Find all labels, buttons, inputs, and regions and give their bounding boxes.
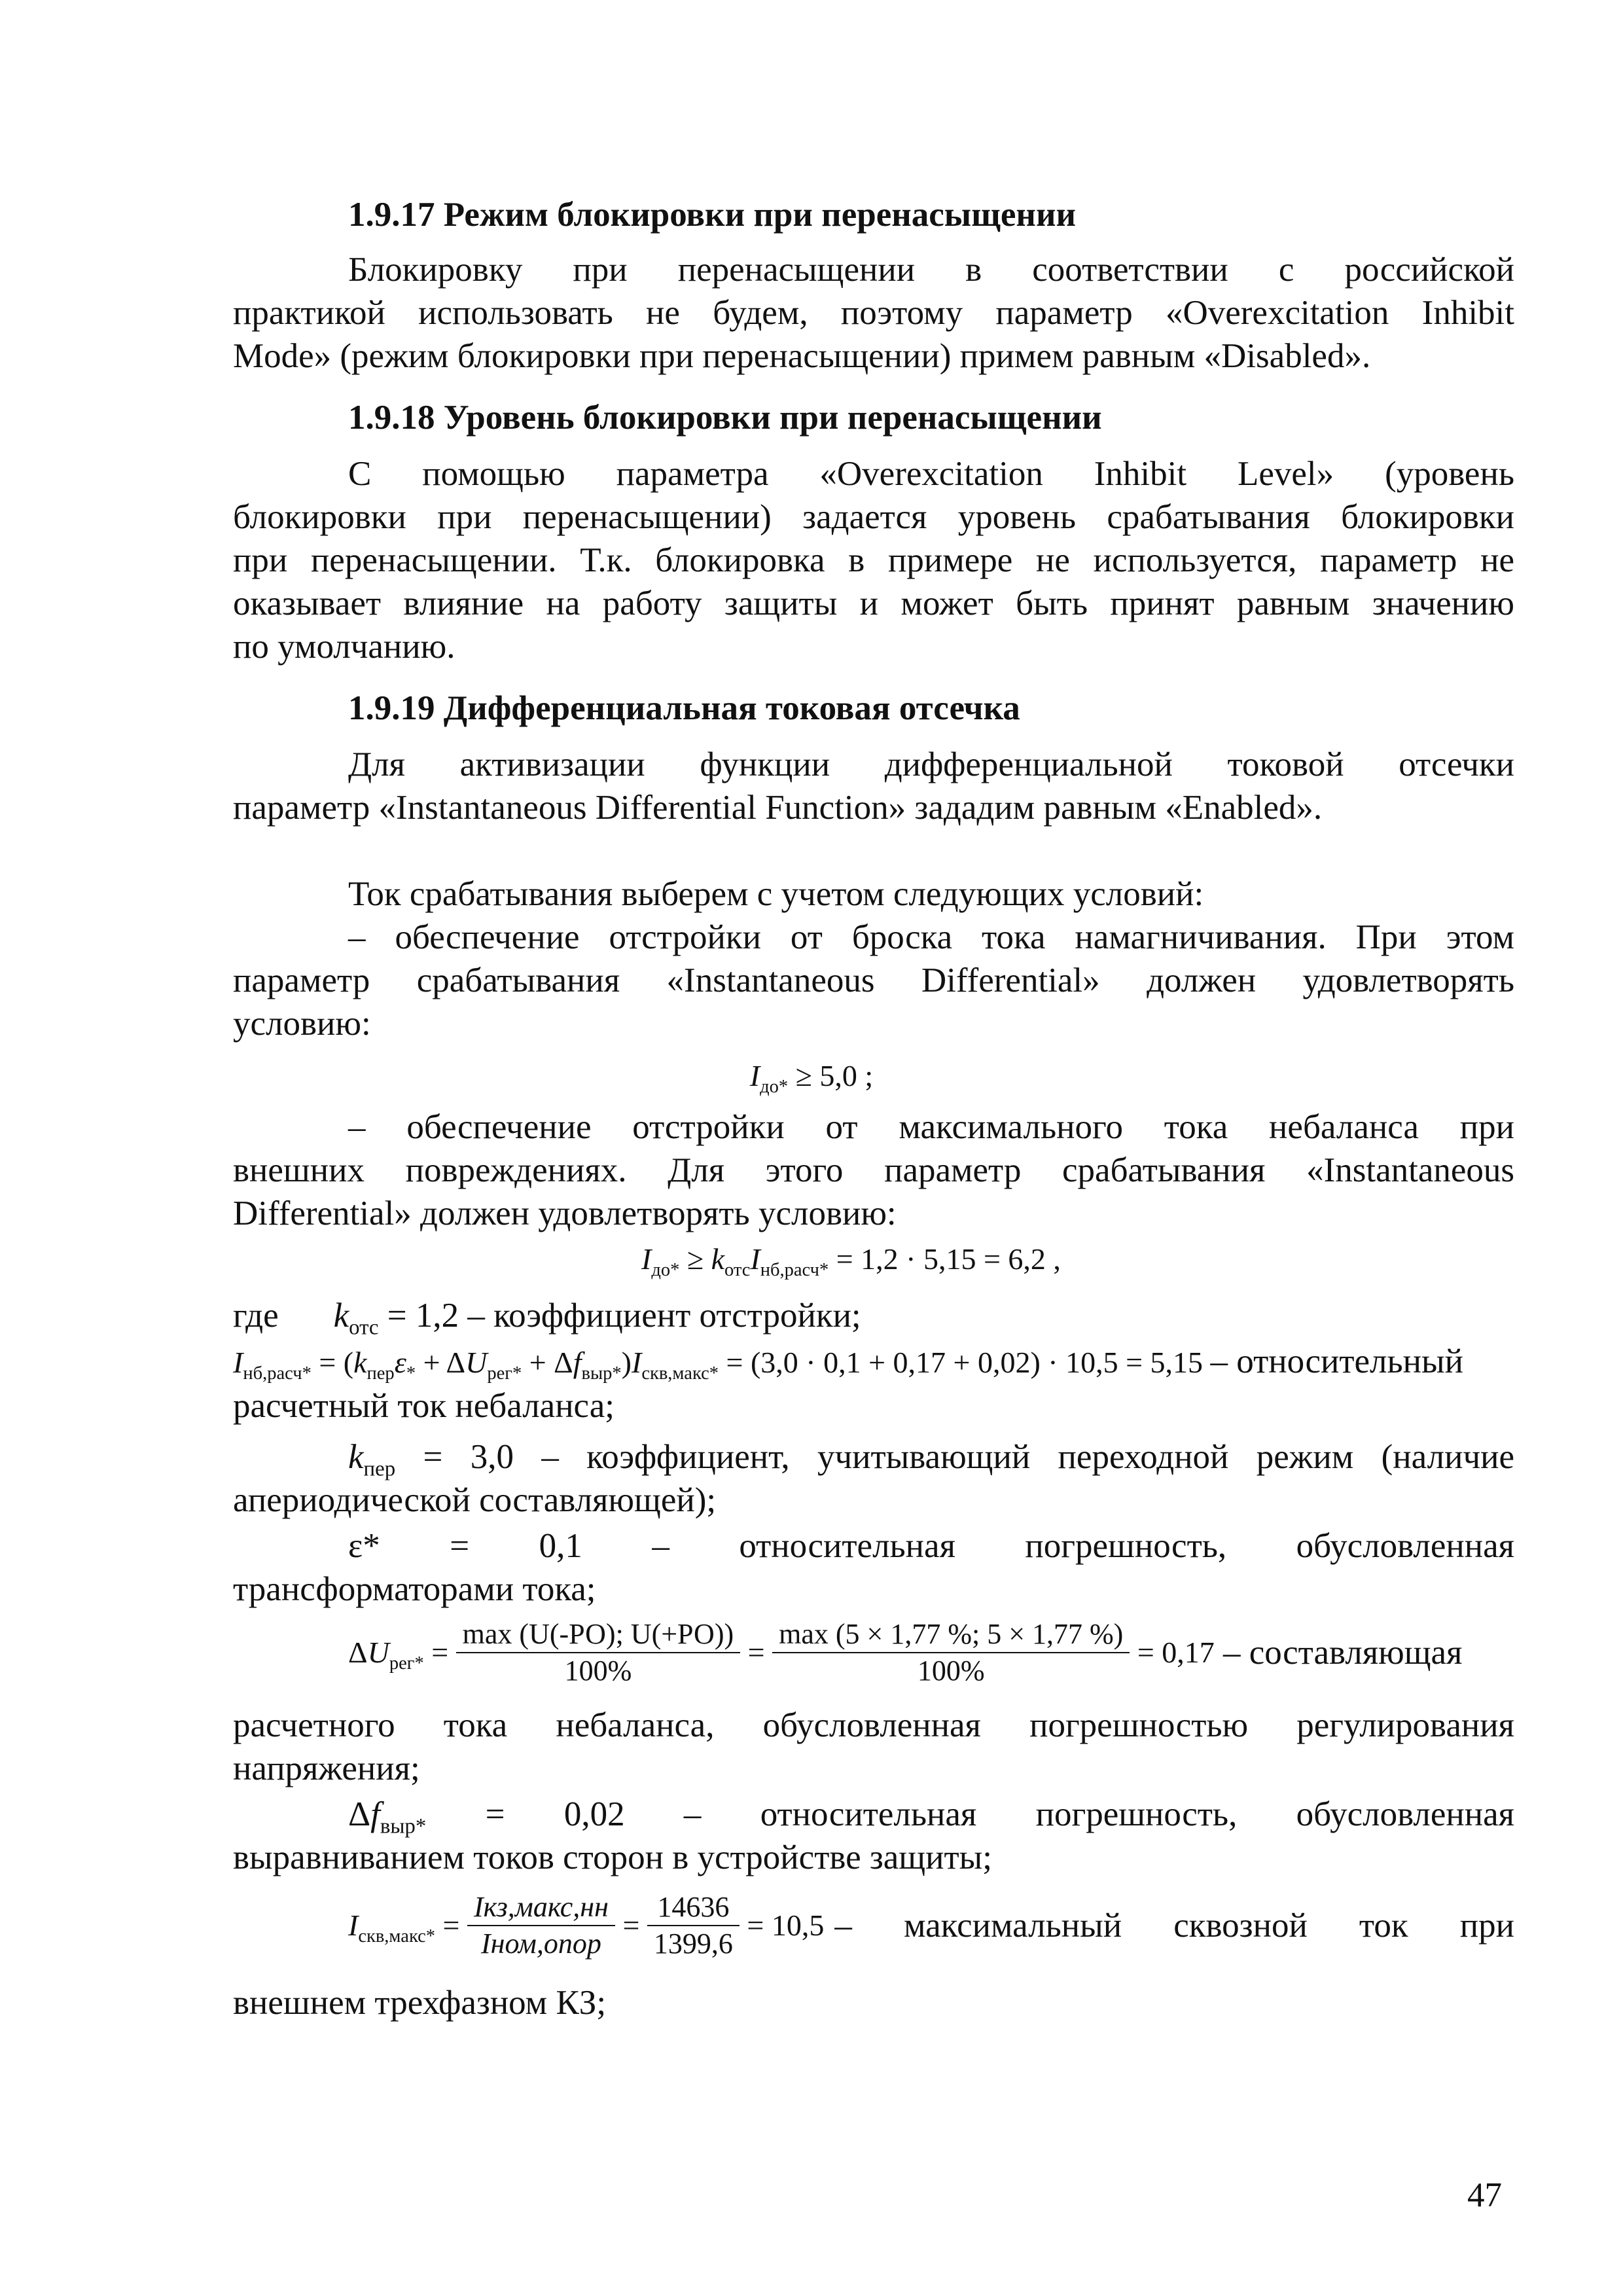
where-line: где $k_{отс} = 1,2$ – коэффициент отстройки;	[233, 1297, 861, 1340]
paragraph-line: – обеспечение отстройки от максимального тока небаланса при	[348, 1108, 1514, 1146]
paragraph-line: С помощью параметра «Overexcitation Inhibit Level» (уровень	[348, 455, 1514, 493]
paragraph-line: $\Delta f_{выр*} = 0,02$ – относительная погрешность, обусловленная	[348, 1795, 1515, 1839]
fraction-numerator: max (5 × 1,77 %; 5 × 1,77 %)	[772, 1617, 1130, 1653]
paragraph-line: трансформаторами тока;	[233, 1570, 596, 1608]
fraction-denominator: 100%	[564, 1655, 632, 1687]
paragraph-line: напряжения;	[233, 1749, 420, 1787]
fraction-numerator: max (U(-РО); U(+РО))	[456, 1617, 740, 1653]
paragraph-line: оказывает влияние на работу защиты и может быть принят равным значению	[233, 584, 1514, 622]
formula-values: = (3,0 · 0,1 + 0,17 + 0,02) · 10,5 = 5,15	[726, 1346, 1204, 1379]
formula-desc: – максимальный сквозной ток при	[834, 1907, 1514, 1945]
paragraph-line: параметр срабатывания «Instantaneous Differential» должен удовлетворять	[233, 961, 1514, 999]
dfvyr-desc: = 0,02 – относительная погрешность, обусловленная	[485, 1795, 1515, 1833]
fraction	[467, 1890, 615, 1962]
formula-regulation-error: $\Delta U_{рег*}$ = $\frac{\max (U(-РО); U(+РО))}{100\%}$ = $\frac{\max (5 \times 1,77 \%; 5 \times 1,77 \%)}{100\%}$ = 0,17 – составляющая	[348, 1610, 1623, 1695]
formula-values: = 1,2 · 5,15 = 6,2 ,	[836, 1242, 1061, 1276]
formula-unbalance-condition: $I_{до*} \ge k_{отс}I_{нб,расч*} = 1,2 \cdot 5,15 = 6,2$ ,	[641, 1242, 1061, 1280]
fraction-numerator: 14636	[647, 1890, 740, 1926]
paragraph-line: Mode» (режим блокировки при перенасыщении) примем равным «Disabled».	[233, 337, 1371, 375]
fraction-denominator: 1399,6	[653, 1928, 733, 1960]
paragraph-line: расчетный ток небаланса;	[233, 1387, 615, 1425]
where-desc: = 1,2 – коэффициент отстройки;	[387, 1297, 861, 1335]
paragraph-line: Differential» должен удовлетворять условию:	[233, 1194, 897, 1232]
formula-inrush-condition	[0, 1055, 1623, 1097]
fraction	[647, 1890, 740, 1962]
paragraph-line: выравниванием токов сторон в устройстве защиты;	[233, 1839, 992, 1876]
paragraph-line: по умолчанию.	[233, 628, 455, 666]
paragraph-line: условию:	[233, 1005, 371, 1043]
paragraph-line: ε* = 0,1 – относительная погрешность, обусловленная	[348, 1527, 1514, 1565]
paragraph-line: Для активизации функции дифференциальной токовой отсечки	[348, 745, 1514, 783]
paragraph-line: блокировки при перенасыщении) задается уровень срабатывания блокировки	[233, 498, 1514, 536]
fraction-denominator: 100%	[917, 1655, 985, 1687]
paragraph-line: при перенасыщении. Т.к. блокировка в примере не используется, параметр не	[233, 541, 1514, 579]
formula-subscript: до*	[760, 1076, 789, 1097]
formula-values: = 0,17	[1137, 1636, 1215, 1669]
formula-through-current: $I_{скв,макс*}$ = $\frac{\text{Iкз,макс,нн}}{\text{Iном,опор}}$ = $\frac{14636}{1399,6}$ = 10,5 – максимальный сквозной ток при	[348, 1880, 1514, 1971]
paragraph-line: Ток срабатывания выберем с учетом следующих условий:	[348, 875, 1204, 913]
formula-symbol: I	[749, 1059, 760, 1092]
formula-desc: – относительный	[1210, 1342, 1463, 1380]
page-number: 47	[1467, 2176, 1502, 2214]
where-label: где	[233, 1297, 279, 1335]
formula-values: = 10,5	[747, 1909, 825, 1942]
fraction-numerator: Iкз,макс,нн	[467, 1890, 615, 1926]
heading-1-9-18: 1.9.18 Уровень блокировки при перенасыщении	[348, 399, 1102, 437]
paragraph-line: практикой использовать не будем, поэтому параметр «Overexcitation Inhibit	[233, 294, 1514, 332]
kper-desc: = 3,0 – коэффициент, учитывающий переходной режим (наличие	[423, 1438, 1515, 1476]
paragraph-line: параметр «Instantaneous Differential Function» зададим равным «Enabled».	[233, 789, 1323, 827]
paragraph-line: $k_{пер} = 3,0$ – коэффициент, учитывающий переходной режим (наличие	[348, 1438, 1515, 1481]
formula-unbalance-current: $I_{нб,расч*} = (k_{пер}\varepsilon_* + \Delta U_{рег*} + \Delta f_{выр*})I_{скв,макс*} = (3,0 \cdot 0,1 + 0,17 + 0,02) \cdot 10,5 = 5,15$ – относительный	[233, 1342, 1463, 1384]
paragraph-line: – обеспечение отстройки от броска тока намагничивания. При этом	[348, 918, 1514, 956]
heading-1-9-17: 1.9.17 Режим блокировки при перенасыщении	[348, 196, 1077, 234]
heading-1-9-19: 1.9.19 Дифференциальная токовая отсечка	[348, 689, 1020, 727]
paragraph-line: внешнем трехфазном КЗ;	[233, 1984, 607, 2022]
fraction	[456, 1617, 740, 1689]
fraction	[772, 1617, 1130, 1689]
formula-desc: – составляющая	[1223, 1634, 1463, 1672]
paragraph-line: расчетного тока небаланса, обусловленная погрешностью регулирования	[233, 1706, 1514, 1744]
paragraph-line: апериодической составляющей);	[233, 1481, 717, 1519]
formula-rest: ≥ 5,0 ;	[788, 1059, 874, 1092]
fraction-denominator: Iном,опор	[481, 1928, 601, 1960]
paragraph-line: внешних повреждениях. Для этого параметр срабатывания «Instantaneous	[233, 1151, 1514, 1189]
paragraph-line: Блокировку при перенасыщении в соответствии с российской	[348, 251, 1514, 289]
